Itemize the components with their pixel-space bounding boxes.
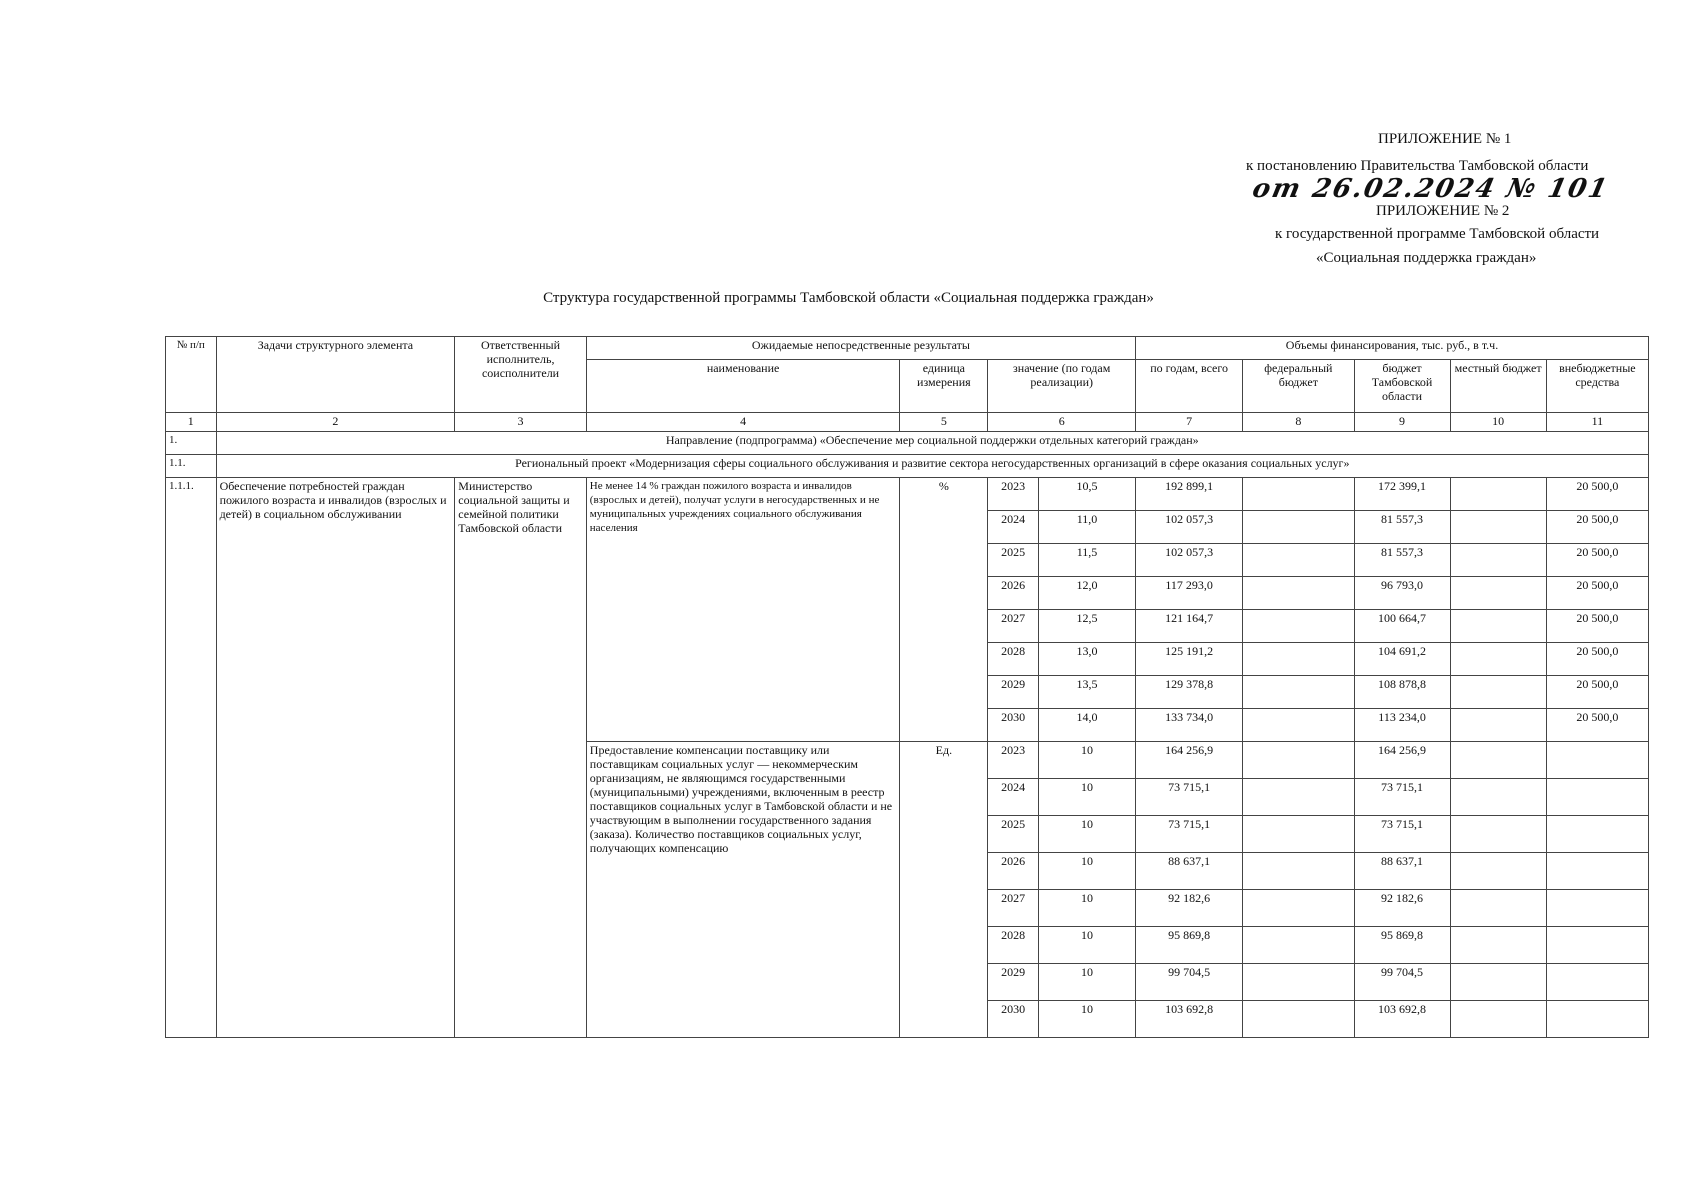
- federal-cell: [1243, 577, 1354, 610]
- item-executor: Министерство социальной защиты и семейной политики Тамбовской области: [455, 478, 587, 1038]
- extra-cell: [1546, 742, 1648, 779]
- local-cell: [1450, 853, 1546, 890]
- col-number: 4: [586, 413, 900, 432]
- federal-cell: [1243, 816, 1354, 853]
- col-number: 11: [1546, 413, 1648, 432]
- local-cell: [1450, 890, 1546, 927]
- regional-cell: 172 399,1: [1354, 478, 1450, 511]
- regional-cell: 103 692,8: [1354, 1001, 1450, 1038]
- extra-cell: [1546, 816, 1648, 853]
- regional-cell: 113 234,0: [1354, 709, 1450, 742]
- result-unit: %: [900, 478, 988, 742]
- regional-cell: 100 664,7: [1354, 610, 1450, 643]
- header-financing: Объемы финансирования, тыс. руб., в т.ч.: [1136, 337, 1649, 360]
- item-number: 1.1.1.: [166, 478, 217, 1038]
- col-number: 1: [166, 413, 217, 432]
- local-cell: [1450, 964, 1546, 1001]
- header-name: наименование: [586, 360, 900, 413]
- header-value: значение (по годам реализации): [988, 360, 1136, 413]
- value-cell: 10: [1038, 779, 1135, 816]
- total-cell: 73 715,1: [1136, 816, 1243, 853]
- regional-cell: 73 715,1: [1354, 779, 1450, 816]
- value-cell: 10: [1038, 927, 1135, 964]
- col-number: 2: [216, 413, 455, 432]
- year-cell: 2025: [988, 816, 1039, 853]
- total-cell: 103 692,8: [1136, 1001, 1243, 1038]
- federal-cell: [1243, 544, 1354, 577]
- extra-cell: [1546, 853, 1648, 890]
- local-cell: [1450, 643, 1546, 676]
- result-name: Не менее 14 % граждан пожилого возраста и инвалидов (взрослых и детей), получат услуги в негосударственных и не муниципальных учреждениях социального обслуживания населения: [586, 478, 900, 742]
- year-cell: 2030: [988, 1001, 1039, 1038]
- total-cell: 102 057,3: [1136, 544, 1243, 577]
- federal-cell: [1243, 927, 1354, 964]
- header-unit: единица измерения: [900, 360, 988, 413]
- total-cell: 121 164,7: [1136, 610, 1243, 643]
- extra-cell: 20 500,0: [1546, 511, 1648, 544]
- value-cell: 10: [1038, 853, 1135, 890]
- value-cell: 11,5: [1038, 544, 1135, 577]
- item-task: Обеспечение потребностей граждан пожилого возраста и инвалидов (взрослых и детей) в социальном обслуживании: [216, 478, 455, 1038]
- year-cell: 2028: [988, 643, 1039, 676]
- regional-cell: 81 557,3: [1354, 511, 1450, 544]
- local-cell: [1450, 779, 1546, 816]
- value-cell: 10: [1038, 816, 1135, 853]
- local-cell: [1450, 1001, 1546, 1038]
- extra-cell: 20 500,0: [1546, 643, 1648, 676]
- local-cell: [1450, 927, 1546, 964]
- year-cell: 2027: [988, 890, 1039, 927]
- header-federal: федеральный бюджет: [1243, 360, 1354, 413]
- local-cell: [1450, 577, 1546, 610]
- year-cell: 2029: [988, 676, 1039, 709]
- col-number: 7: [1136, 413, 1243, 432]
- extra-cell: 20 500,0: [1546, 577, 1648, 610]
- col-number: 9: [1354, 413, 1450, 432]
- regional-cell: 95 869,8: [1354, 927, 1450, 964]
- program-structure-table: [165, 336, 1649, 1038]
- year-cell: 2026: [988, 577, 1039, 610]
- section-heading: Региональный проект «Модернизация сферы социального обслуживания и развитие сектора негосударственных организаций в сфере оказания социальных услуг»: [216, 455, 1648, 478]
- handwritten-date-number: от 26.02.2024 № 101: [1249, 174, 1612, 204]
- federal-cell: [1243, 853, 1354, 890]
- federal-cell: [1243, 964, 1354, 1001]
- total-cell: 95 869,8: [1136, 927, 1243, 964]
- value-cell: 10,5: [1038, 478, 1135, 511]
- total-cell: 102 057,3: [1136, 511, 1243, 544]
- appendix1-reference: к постановлению Правительства Тамбовской области: [1246, 158, 1589, 174]
- col-number: 10: [1450, 413, 1546, 432]
- header-expected-results: Ожидаемые непосредственные результаты: [586, 337, 1135, 360]
- regional-cell: 73 715,1: [1354, 816, 1450, 853]
- federal-cell: [1243, 742, 1354, 779]
- year-cell: 2027: [988, 610, 1039, 643]
- header-regional: бюджет Тамбовской области: [1354, 360, 1450, 413]
- value-cell: 10: [1038, 964, 1135, 1001]
- extra-cell: 20 500,0: [1546, 709, 1648, 742]
- federal-cell: [1243, 511, 1354, 544]
- header-tasks: Задачи структурного элемента: [216, 337, 455, 413]
- federal-cell: [1243, 709, 1354, 742]
- year-cell: 2025: [988, 544, 1039, 577]
- regional-cell: 164 256,9: [1354, 742, 1450, 779]
- extra-cell: 20 500,0: [1546, 676, 1648, 709]
- table-row: [166, 478, 1649, 511]
- extra-cell: 20 500,0: [1546, 610, 1648, 643]
- local-cell: [1450, 511, 1546, 544]
- federal-cell: [1243, 676, 1354, 709]
- extra-cell: [1546, 927, 1648, 964]
- extra-cell: 20 500,0: [1546, 478, 1648, 511]
- regional-cell: 104 691,2: [1354, 643, 1450, 676]
- section-heading: Направление (подпрограмма) «Обеспечение мер социальной поддержки отдельных категорий граждан»: [216, 432, 1648, 455]
- year-cell: 2024: [988, 511, 1039, 544]
- federal-cell: [1243, 643, 1354, 676]
- value-cell: 10: [1038, 742, 1135, 779]
- header-num: № п/п: [166, 337, 217, 413]
- total-cell: 192 899,1: [1136, 478, 1243, 511]
- year-cell: 2026: [988, 853, 1039, 890]
- total-cell: 92 182,6: [1136, 890, 1243, 927]
- appendix1-heading: ПРИЛОЖЕНИЕ № 1: [1378, 131, 1512, 147]
- col-number: 8: [1243, 413, 1354, 432]
- header-by-years: по годам, всего: [1136, 360, 1243, 413]
- section-number: 1.: [166, 432, 217, 455]
- col-number: 5: [900, 413, 988, 432]
- extra-cell: [1546, 779, 1648, 816]
- extra-cell: 20 500,0: [1546, 544, 1648, 577]
- program-name: «Социальная поддержка граждан»: [1316, 250, 1537, 266]
- year-cell: 2023: [988, 742, 1039, 779]
- header-executor: Ответственный исполнитель, соисполнители: [455, 337, 587, 413]
- value-cell: 11,0: [1038, 511, 1135, 544]
- local-cell: [1450, 676, 1546, 709]
- header-local: местный бюджет: [1450, 360, 1546, 413]
- total-cell: 99 704,5: [1136, 964, 1243, 1001]
- total-cell: 133 734,0: [1136, 709, 1243, 742]
- local-cell: [1450, 742, 1546, 779]
- value-cell: 13,5: [1038, 676, 1135, 709]
- regional-cell: 92 182,6: [1354, 890, 1450, 927]
- extra-cell: [1546, 1001, 1648, 1038]
- federal-cell: [1243, 779, 1354, 816]
- appendix2-reference: к государственной программе Тамбовской области: [1275, 226, 1600, 242]
- regional-cell: 81 557,3: [1354, 544, 1450, 577]
- regional-cell: 108 878,8: [1354, 676, 1450, 709]
- year-cell: 2028: [988, 927, 1039, 964]
- appendix2-heading: ПРИЛОЖЕНИЕ № 2: [1376, 203, 1510, 219]
- value-cell: 10: [1038, 890, 1135, 927]
- header-extra: внебюджетные средства: [1546, 360, 1648, 413]
- total-cell: 117 293,0: [1136, 577, 1243, 610]
- local-cell: [1450, 816, 1546, 853]
- total-cell: 88 637,1: [1136, 853, 1243, 890]
- value-cell: 12,5: [1038, 610, 1135, 643]
- total-cell: 73 715,1: [1136, 779, 1243, 816]
- result-name: Предоставление компенсации поставщику или поставщикам социальных услуг — некоммерческим организациям, не являющимся государственными (муниципальными) учреждениями, включенным в реестр поставщиков социальных услуг в Тамбовской области и не участвующим в выполнении государственного задания (заказа). Количество поставщиков социальных услуг, получающих компенсацию: [586, 742, 900, 1038]
- col-number: 3: [455, 413, 587, 432]
- year-cell: 2029: [988, 964, 1039, 1001]
- regional-cell: 88 637,1: [1354, 853, 1450, 890]
- document-title: Структура государственной программы Тамбовской области «Социальная поддержка граждан»: [543, 290, 1154, 306]
- federal-cell: [1243, 890, 1354, 927]
- value-cell: 13,0: [1038, 643, 1135, 676]
- regional-cell: 99 704,5: [1354, 964, 1450, 1001]
- year-cell: 2024: [988, 779, 1039, 816]
- value-cell: 12,0: [1038, 577, 1135, 610]
- local-cell: [1450, 610, 1546, 643]
- total-cell: 125 191,2: [1136, 643, 1243, 676]
- federal-cell: [1243, 610, 1354, 643]
- section-number: 1.1.: [166, 455, 217, 478]
- col-number: 6: [988, 413, 1136, 432]
- year-cell: 2023: [988, 478, 1039, 511]
- local-cell: [1450, 544, 1546, 577]
- federal-cell: [1243, 478, 1354, 511]
- value-cell: 10: [1038, 1001, 1135, 1038]
- value-cell: 14,0: [1038, 709, 1135, 742]
- total-cell: 164 256,9: [1136, 742, 1243, 779]
- local-cell: [1450, 709, 1546, 742]
- total-cell: 129 378,8: [1136, 676, 1243, 709]
- result-unit: Ед.: [900, 742, 988, 1038]
- federal-cell: [1243, 1001, 1354, 1038]
- extra-cell: [1546, 964, 1648, 1001]
- regional-cell: 96 793,0: [1354, 577, 1450, 610]
- extra-cell: [1546, 890, 1648, 927]
- local-cell: [1450, 478, 1546, 511]
- year-cell: 2030: [988, 709, 1039, 742]
